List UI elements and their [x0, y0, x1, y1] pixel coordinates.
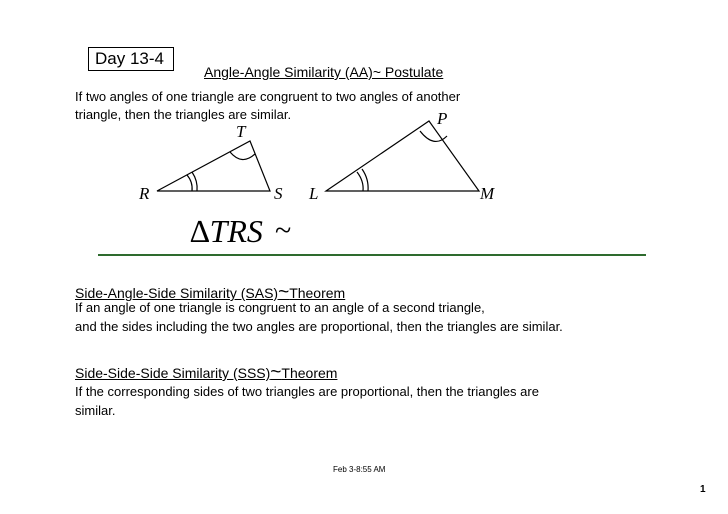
- sas-title-tilde: ~: [278, 282, 290, 303]
- sss-title-end: Theorem: [281, 365, 338, 381]
- page-number: 1: [700, 484, 706, 495]
- footer-timestamp: Feb 3-8:55 AM: [333, 465, 386, 474]
- sas-text-line-2: and the sides including the two angles are proportional, then the triangles are similar.: [75, 319, 563, 334]
- triangle-plm: [326, 121, 479, 191]
- angle-mark-r-1: [187, 175, 192, 191]
- similarity-tilde: ~: [275, 214, 292, 247]
- angle-mark-r-2: [192, 172, 197, 191]
- aa-postulate-title: Angle-Angle Similarity (AA)~ Postulate: [204, 64, 444, 80]
- aa-text-line-1: If two angles of one triangle are congruent to two angles of another: [75, 89, 461, 104]
- sss-title-text: Side-Side-Side Similarity (SSS): [75, 365, 271, 381]
- sas-title-end: Theorem: [289, 285, 346, 301]
- angle-mark-l-1: [357, 172, 363, 191]
- triangle-trs: [157, 141, 270, 191]
- angle-mark-t: [230, 152, 255, 160]
- vertex-label-s: S: [274, 184, 283, 203]
- day-label: Day 13-4: [95, 49, 164, 68]
- sss-text-line-1: If the corresponding sides of two triangles are proportional, then the triangles are: [75, 384, 539, 399]
- sss-text-line-2: similar.: [75, 403, 116, 418]
- angle-mark-p: [420, 131, 447, 141]
- vertex-label-l: L: [309, 184, 319, 203]
- sas-text-line-1: If an angle of one triangle is congruent to an angle of a second triangle,: [75, 300, 485, 315]
- aa-text-line-2: triangle, then the triangles are similar.: [75, 107, 292, 122]
- vertex-label-r: R: [139, 184, 150, 203]
- similarity-statement: ∆TRS: [190, 213, 263, 249]
- vertex-label-m: M: [480, 184, 495, 203]
- vertex-label-t: T: [236, 122, 246, 141]
- sss-title-tilde: ~: [270, 362, 282, 383]
- sss-theorem-title: [75, 362, 337, 384]
- vertex-label-p: P: [437, 109, 448, 128]
- sas-title-text: Side-Angle-Side Similarity (SAS): [75, 285, 279, 301]
